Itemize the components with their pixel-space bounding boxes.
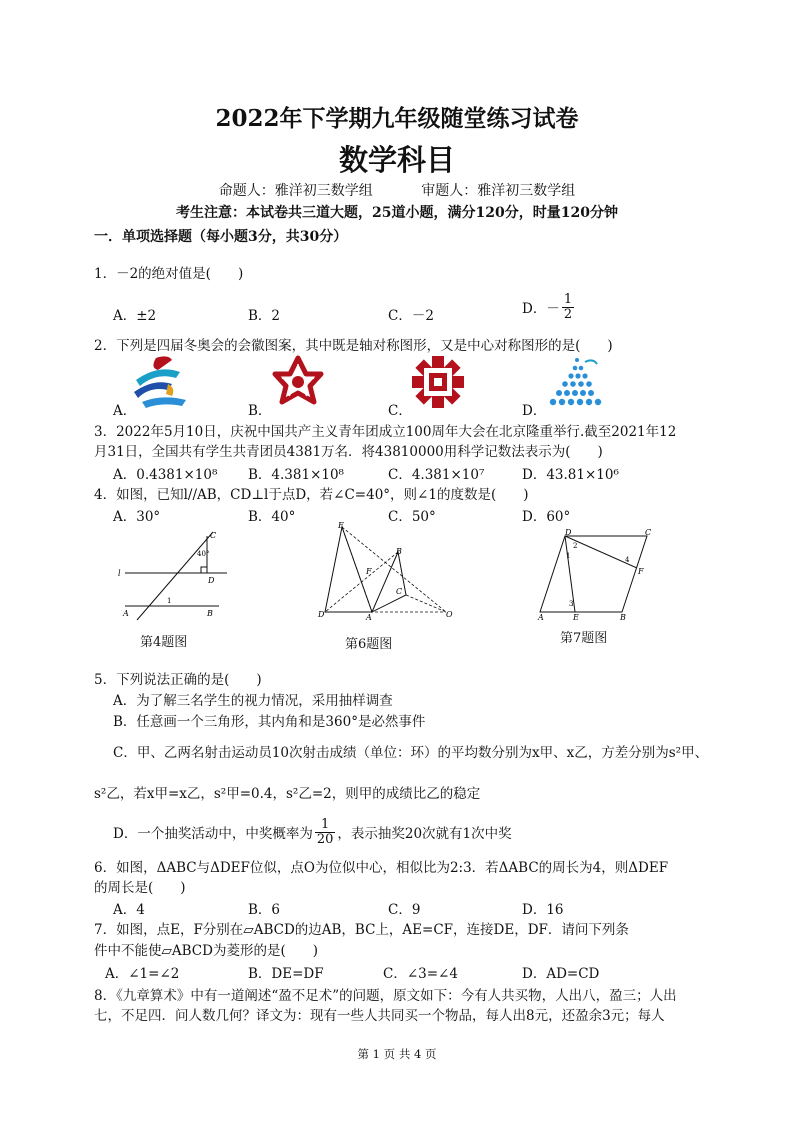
f6-label-o: O (446, 610, 453, 619)
q5-option-b: B．任意画一个三角形，其内角和是360°是必然事件 (113, 714, 426, 730)
f7-label-e: E (573, 613, 579, 622)
q5-frac-den: 20 (316, 831, 334, 847)
q5-option-c-line2: s²乙，若x甲=x乙，s²甲=0.4，s²乙=2，则甲的成绩比乙的稳定 (94, 786, 481, 802)
q5-stem: 5．下列说法正确的是( ) (94, 672, 262, 688)
reviewer: 审题人：雅洋初三数学组 (421, 183, 576, 199)
q1-fraction (562, 293, 574, 321)
q3-option-d: D．43.81×10⁶ (522, 467, 619, 483)
q3-option-a: A．0.4381×10⁸ (113, 467, 218, 483)
exam-title: 2022年下学期九年级随堂练习试卷 (215, 105, 579, 132)
q2-option-b: B． (248, 403, 272, 419)
figure-6-caption: 第6题图 (345, 637, 393, 652)
q1-stem: 1．－2的绝对值是( ) (94, 266, 244, 282)
f7-label-d: D (565, 528, 572, 537)
q3-option-c: C．4.381×10⁷ (388, 467, 485, 483)
f7-label-c: C (645, 528, 652, 537)
q3-line2: 月31日，全国共有学生共青团员4381万名．将43810000用科学记数法表示为( ) (94, 444, 603, 460)
q1-option-a: A．±2 (113, 308, 157, 324)
f7-label-four: 4 (625, 556, 630, 564)
f7-label-f: F (638, 567, 644, 576)
figure-4-diagram (115, 528, 235, 623)
emblem-b-icon (270, 354, 326, 410)
f4-label-b: B (207, 609, 213, 618)
figure-4-caption: 第4题图 (140, 635, 188, 650)
f7-label-two: 2 (573, 542, 578, 550)
q4-stem: 4．如图，已知l//AB，CD⊥l于点D，若∠C=40°，则∠1的度数是( ) (94, 487, 529, 503)
q8-line1: 8．《九章算术》中有一道阐述“盈不足术”的问题，原文如下：今有人共买物，人出八，盈三；人出 (94, 988, 677, 1004)
q7-option-a: A．∠1=∠2 (105, 966, 180, 982)
f4-label-l: l (118, 569, 121, 578)
f4-label-a: A (123, 609, 129, 618)
q6-option-b: B．6 (248, 902, 281, 918)
q7-option-c: C．∠3=∠4 (383, 966, 458, 982)
figure-7-diagram (535, 528, 660, 620)
q6-option-c: C．9 (388, 902, 421, 918)
q4-option-a: A．30° (113, 509, 161, 525)
q1-option-d (522, 293, 576, 321)
q2-option-a: A． (113, 403, 137, 419)
q7-line2: 件中不能使▱ABCD为菱形的是( ) (94, 943, 318, 959)
q5-option-a: A．为了解三名学生的视力情况，采用抽样调查 (113, 693, 393, 709)
q4-option-c: C．50° (388, 509, 436, 525)
f6-label-f: F (366, 567, 372, 576)
q6-line1: 6．如图，ΔABC与ΔDEF位似，点O为位似中心，相似比为2:3．若ΔABC的周长为4，则ΔDEF (94, 860, 669, 876)
emblem-c-icon (410, 354, 466, 410)
q2-stem: 2．下列是四届冬奥会的会徽图案，其中既是轴对称图形，又是中心对称图形的是( ) (94, 338, 613, 354)
f6-label-b: B (396, 547, 402, 556)
q7-line1: 7．如图，点E，F分别在▱ABCD的边AB，BC上，AE=CF，连接DE，DF．请问下列条 (94, 922, 629, 938)
q7-option-d: D．AD=CD (522, 966, 600, 982)
f6-label-a: A (366, 613, 372, 622)
f4-label-d: D (208, 576, 215, 585)
q1-frac-num: 1 (563, 292, 573, 307)
q2-option-c: C． (388, 403, 412, 419)
q5-option-d (113, 818, 512, 846)
q5-fraction (315, 818, 336, 846)
figure-6-diagram (318, 520, 458, 620)
q5-d-post: ，表示抽奖20次就有1次中奖 (337, 826, 512, 843)
q6-option-a: A．4 (113, 902, 145, 918)
f4-label-one: 1 (167, 597, 172, 605)
page-footer: 第 1 页 共 4 页 (357, 1047, 437, 1061)
q1-option-c: C．－2 (388, 308, 434, 324)
f4-label-c: C (210, 531, 217, 540)
f6-label-d: D (318, 610, 325, 619)
f7-label-one: 1 (566, 552, 571, 560)
setter: 命题人：雅洋初三数学组 (218, 183, 373, 199)
f7-label-b: B (620, 613, 626, 622)
f4-label-angle: 40° (197, 550, 210, 558)
f7-label-a: A (538, 613, 544, 622)
q2-option-d: D． (522, 403, 547, 419)
q1-frac-den: 2 (563, 306, 573, 322)
f6-label-c: C (396, 587, 403, 596)
q4-option-d: D．60° (522, 509, 571, 525)
q3-option-b: B．4.381×10⁸ (248, 467, 344, 483)
q5-frac-num: 1 (315, 818, 336, 833)
f6-label-e: E (338, 521, 344, 530)
q5-option-c-line1: C．甲、乙两名射击运动员10次射击成绩（单位：环）的平均数分别为x甲、x乙，方差分别为s²甲、 (113, 745, 709, 761)
authors-line (0, 180, 794, 200)
figure-7-caption: 第7题图 (560, 631, 608, 646)
q5-d-pre: D．一个抽奖活动中，中奖概率为 (113, 826, 313, 843)
emblem-d-icon (545, 354, 605, 410)
q1-option-d-prefix: D．－ (522, 301, 560, 318)
q7-option-b: B．DE=DF (248, 966, 324, 982)
q3-line1: 3．2022年5月10日，庆祝中国共产主义青年团成立100周年大会在北京隆重举行.截至2021年12 (94, 424, 677, 440)
section-heading: 一．单项选择题（每小题3分，共30分） (94, 229, 348, 245)
emblem-a-icon (128, 354, 190, 410)
f7-label-three: 3 (569, 600, 574, 608)
exam-notice: 考生注意：本试卷共三道大题，25道小题，满分120分，时量120分钟 (176, 205, 618, 221)
q4-option-b: B．40° (248, 509, 296, 525)
q8-line2: 七，不足四．问人数几何？译文为：现有一些人共同买一个物品，每人出8元，还盈余3元；每人 (94, 1008, 665, 1024)
q1-option-b: B．2 (248, 308, 281, 324)
subject-title: 数学科目 (338, 143, 455, 177)
q6-line2: 的周长是( ) (94, 880, 186, 896)
q6-option-d: D．16 (522, 902, 564, 918)
